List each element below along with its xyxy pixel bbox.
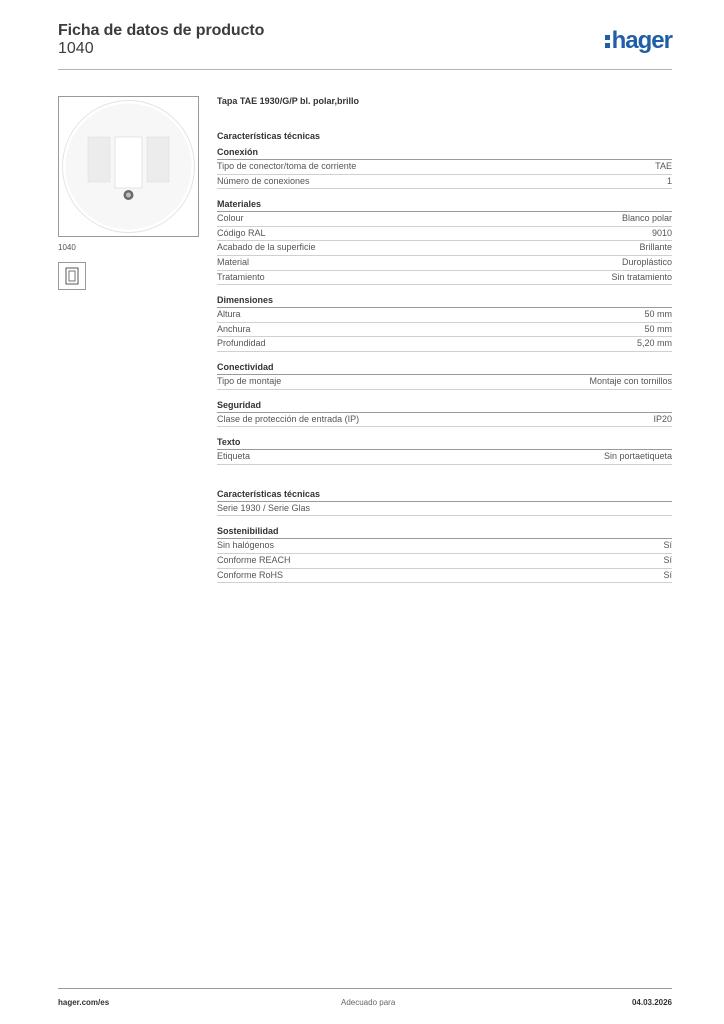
spec-row <box>217 323 672 338</box>
spec-value: Blanco polar <box>621 213 672 224</box>
spec-group-title: Materiales <box>217 198 672 212</box>
spec-label: Tratamiento <box>217 271 265 282</box>
spec-group <box>217 361 672 390</box>
spec-group-title: Conexión <box>217 146 672 160</box>
product-name: Tapa TAE 1930/G/P bl. polar,brillo <box>217 96 360 106</box>
image-caption: 1040 <box>58 243 76 252</box>
spec-row <box>217 256 672 271</box>
spec-group-title: Conectividad <box>217 361 672 375</box>
spec-row <box>217 413 672 428</box>
spec-row <box>217 539 672 554</box>
spec-label: Conforme RoHS <box>217 569 284 580</box>
logo-dots-icon <box>605 30 611 50</box>
spec-value: TAE <box>655 161 672 171</box>
spec-row <box>217 175 672 190</box>
page-header <box>58 22 672 70</box>
spec-row <box>217 308 672 323</box>
spec-row <box>217 212 672 227</box>
spec-label: Altura <box>217 309 241 320</box>
logo-text: hager <box>611 27 672 54</box>
spec-row <box>217 450 672 465</box>
spec-value: Montaje con tornillos <box>589 375 672 386</box>
spec-label: Colour <box>217 213 244 224</box>
spec-value: IP20 <box>653 413 672 424</box>
spec-group <box>217 198 672 285</box>
spec-row <box>217 554 672 569</box>
spec-value: Brillante <box>639 242 672 253</box>
product-image <box>58 96 199 237</box>
document-number: 1040 <box>58 40 94 57</box>
spec-row <box>217 375 672 390</box>
spec-label: Número de conexiones <box>217 175 310 186</box>
spec-label: Anchura <box>217 323 251 334</box>
spec-label: Tipo de montaje <box>217 375 282 386</box>
spec-group <box>217 399 672 428</box>
spec-group <box>217 294 672 352</box>
spec-group <box>217 488 672 517</box>
spec-label: Sin halógenos <box>217 540 275 551</box>
document-title: Ficha de datos de producto <box>58 22 265 39</box>
spec-value: Duroplástico <box>621 256 672 267</box>
footer-date: 04.03.2026 <box>631 998 672 1007</box>
spec-row <box>217 502 672 517</box>
product-details <box>217 96 672 592</box>
spec-value: Sí <box>663 540 672 551</box>
spec-value: 5,20 mm <box>636 338 672 349</box>
spec-row <box>217 227 672 242</box>
spec-label: Código RAL <box>217 227 266 238</box>
spec-group <box>217 146 672 189</box>
spec-value: 50 mm <box>644 309 672 320</box>
socket-symbol <box>58 262 86 290</box>
spec-group <box>217 525 672 583</box>
spec-value: 50 mm <box>644 323 672 334</box>
spec-group-title: Características técnicas <box>217 488 672 502</box>
spec-group-title: Texto <box>217 436 672 450</box>
technical-heading: Características técnicas <box>217 131 321 141</box>
spec-group-title: Dimensiones <box>217 294 672 308</box>
spec-value: 9010 <box>651 227 672 238</box>
spec-value: Sin portaetiqueta <box>603 451 672 462</box>
spec-row <box>217 271 672 286</box>
spec-label: Material <box>217 256 250 267</box>
spec-group <box>217 436 672 465</box>
socket-symbol-icon <box>59 263 85 289</box>
spec-value: Sin tratamiento <box>611 271 672 282</box>
hager-logo <box>605 27 672 55</box>
spec-row <box>217 160 672 175</box>
page-footer <box>58 988 672 1010</box>
spec-label: Etiqueta <box>217 451 251 462</box>
spec-label: Acabado de la superficie <box>217 242 316 253</box>
spec-value: Sí <box>663 569 672 580</box>
spec-row <box>217 337 672 352</box>
spec-value: 1 <box>666 175 672 186</box>
spec-group-title: Sostenibilidad <box>217 525 672 539</box>
spec-label: Conforme REACH <box>217 554 291 565</box>
spec-row <box>217 569 672 584</box>
spec-group-title: Seguridad <box>217 399 672 413</box>
spec-value: Sí <box>663 554 672 565</box>
footer-website: hager.com/es <box>58 998 110 1007</box>
footer-note: Adecuado para <box>341 998 396 1007</box>
spec-label: Tipo de conector/toma de corriente <box>217 161 357 171</box>
spec-label: Serie 1930 / Serie Glas <box>217 502 311 513</box>
spec-label: Profundidad <box>217 338 266 349</box>
spec-row <box>217 241 672 256</box>
socket-cover-icon <box>59 97 198 236</box>
spec-label: Clase de protección de entrada (IP) <box>217 413 360 424</box>
